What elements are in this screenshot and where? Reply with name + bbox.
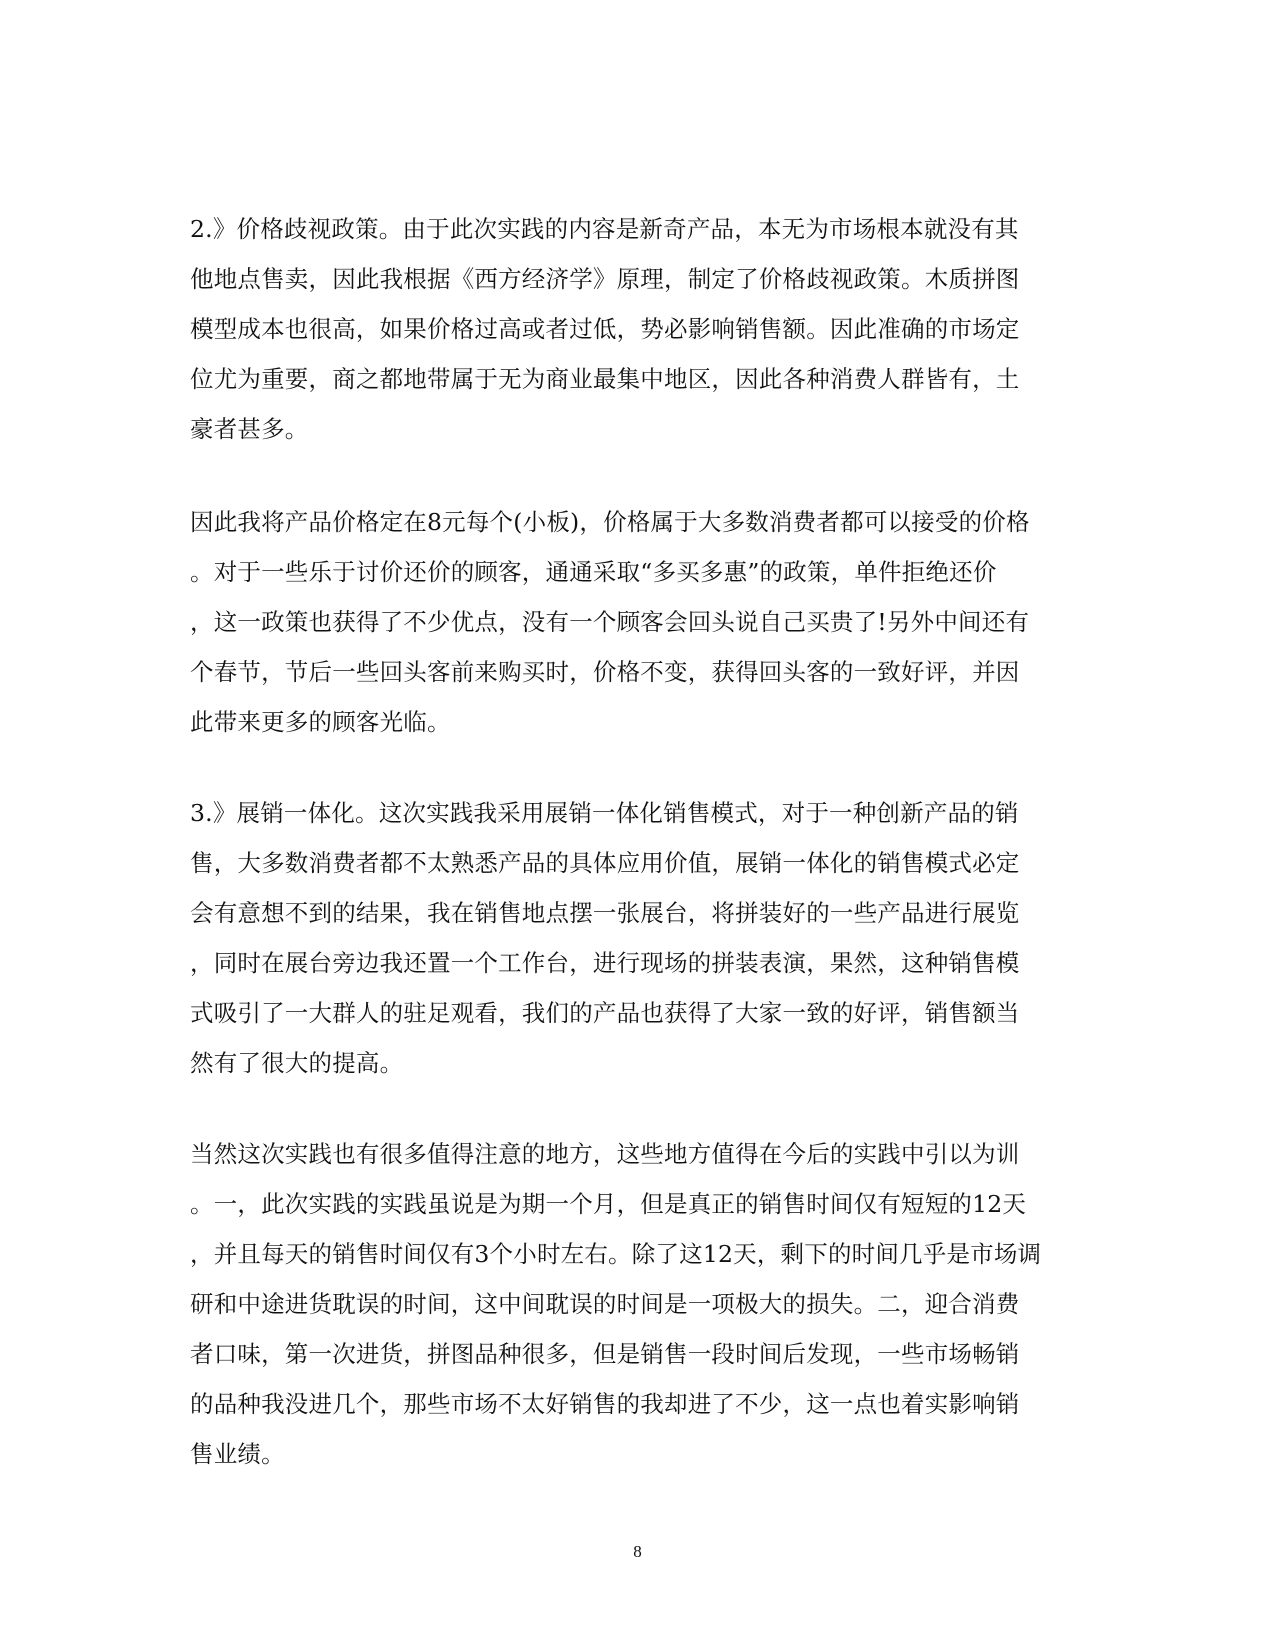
- text-line: 会有意想不到的结果，我在销售地点摆一张展台，将拼装好的一些产品进行展览: [190, 899, 1020, 927]
- text-line: 售，大多数消费者都不太熟悉产品的具体应用价值，展销一体化的销售模式必定: [190, 849, 1020, 877]
- text-line: 2.》价格歧视政策。由于此次实践的内容是新奇产品，本无为市场根本就没有其: [190, 215, 1019, 243]
- text-line: 的品种我没进几个，那些市场不太好销售的我却进了不少，这一点也着实影响销: [190, 1390, 1020, 1418]
- text-line: 他地点售卖，因此我根据《西方经济学》原理，制定了价格歧视政策。木质拼图: [190, 265, 1020, 293]
- text-line: 售业绩。: [190, 1440, 285, 1468]
- text-line: ，并且每天的销售时间仅有3个小时左右。除了这12天，剩下的时间几乎是市场调: [190, 1240, 1042, 1268]
- text-line: 豪者甚多。: [190, 415, 309, 443]
- text-line: 然有了很大的提高。: [190, 1049, 404, 1077]
- text-line: 当然这次实践也有很多值得注意的地方，这些地方值得在今后的实践中引以为训: [190, 1140, 1020, 1168]
- text-line: 3.》展销一体化。这次实践我采用展销一体化销售模式，对于一种创新产品的销: [190, 799, 1019, 827]
- text-line: 。对于一些乐于讨价还价的顾客，通通采取“多买多惠”的政策，单件拒绝还价: [190, 558, 997, 586]
- text-line: 此带来更多的顾客光临。: [190, 708, 451, 736]
- paragraph-display-sales: [190, 788, 1090, 1088]
- text-line: 式吸引了一大群人的驻足观看，我们的产品也获得了大家一致的好评，销售额当: [190, 999, 1020, 1027]
- text-line: ，这一政策也获得了不少优点，没有一个顾客会回头说自己买贵了!另外中间还有: [190, 608, 1030, 636]
- text-line: 位尤为重要，商之都地带属于无为商业最集中地区，因此各种消费人群皆有，土: [190, 365, 1020, 393]
- paragraph-lessons: [190, 1129, 1090, 1479]
- text-line: 因此我将产品价格定在8元每个(小板)，价格属于大多数消费者都可以接受的价格: [190, 508, 1030, 536]
- paragraph-price-discrimination: [190, 204, 1090, 454]
- page-number: 8: [633, 1542, 642, 1561]
- text-line: ，同时在展台旁边我还置一个工作台，进行现场的拼装表演，果然，这种销售模: [190, 949, 1020, 977]
- text-line: 研和中途进货耽误的时间，这中间耽误的时间是一项极大的损失。二，迎合消费: [190, 1290, 1020, 1318]
- text-line: 个春节，节后一些回头客前来购买时，价格不变，获得回头客的一致好评，并因: [190, 658, 1020, 686]
- text-line: 模型成本也很高，如果价格过高或者过低，势必影响销售额。因此准确的市场定: [190, 315, 1020, 343]
- paragraph-pricing: [190, 497, 1090, 747]
- text-line: 者口味，第一次进货，拼图品种很多，但是销售一段时间后发现，一些市场畅销: [190, 1340, 1020, 1368]
- text-line: 。一，此次实践的实践虽说是为期一个月，但是真正的销售时间仅有短短的12天: [190, 1190, 1027, 1218]
